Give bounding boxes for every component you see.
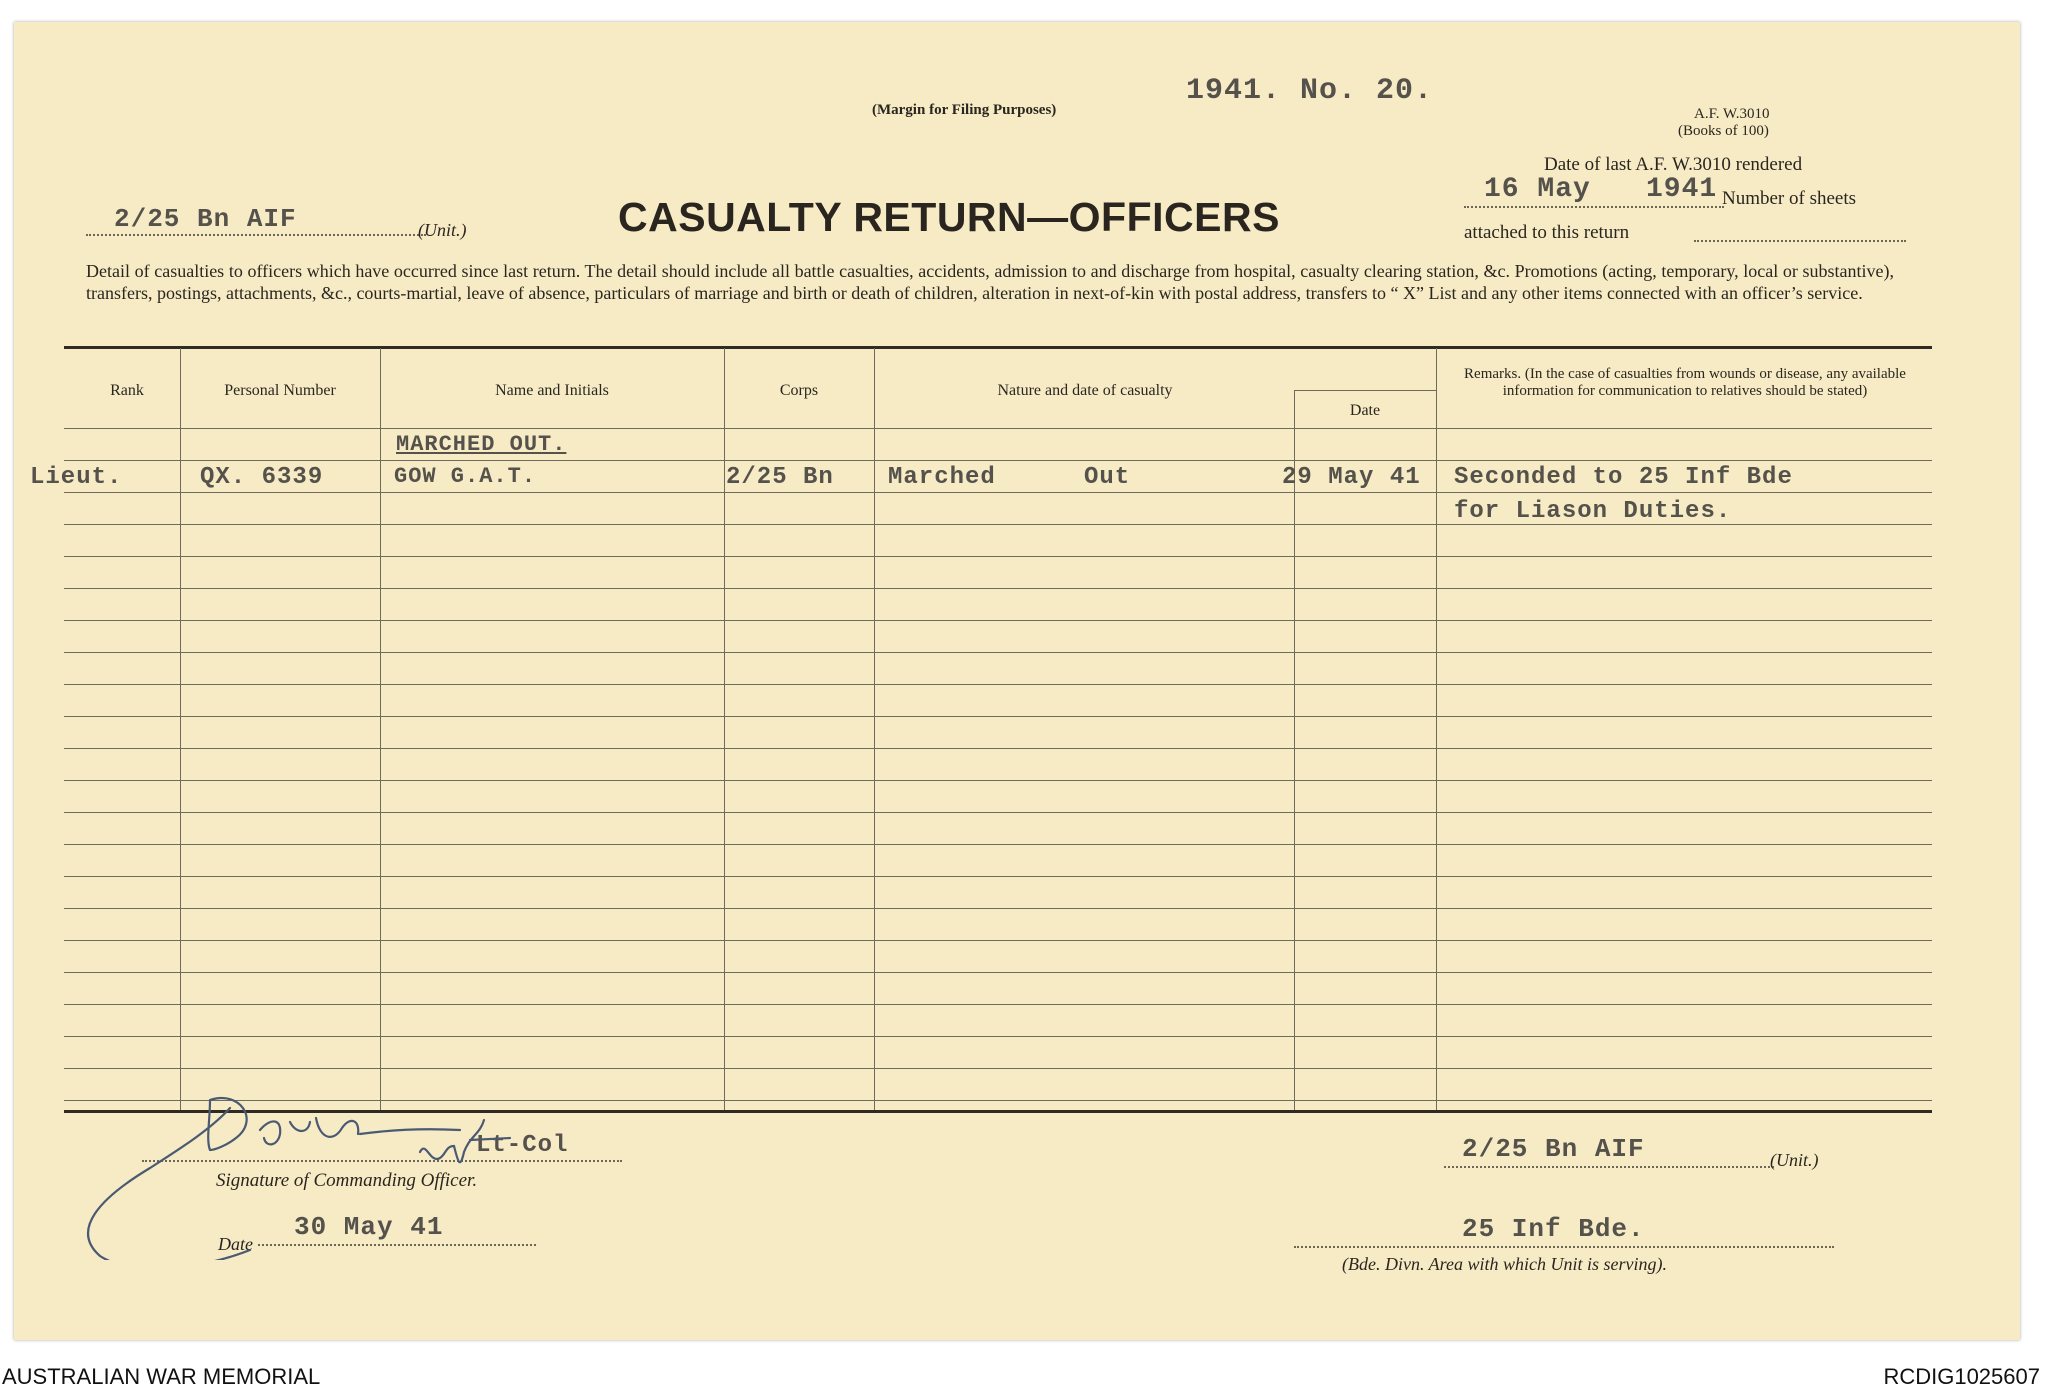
row-rule [64,972,1932,973]
last-rendered-line [1464,206,1724,208]
header-remarks: Remarks. (In the case of casualties from wounds or disease, any available information for communication to relatives should be stated) [1464,366,1906,399]
books-note: (Books of 100) [1678,123,1769,139]
cell-corps: 2/25 Bn [726,464,834,491]
unit-label: (Unit.) [418,220,467,240]
table-top-rule [64,346,1932,349]
col-divider [380,348,381,1110]
row-rule [64,908,1932,909]
cell-name: GOW G.A.T. [394,464,537,489]
col-divider [724,348,725,1110]
row-rule [64,620,1932,621]
row-rule [64,460,1932,461]
header-rank: Rank [110,382,144,399]
instructions: Detail of casualties to officers which have occurred since last return. The detail should include all battle casualties, accidents, admission to and discharge from hospital, casualty clearing station, &c. Promotions (acting, temporary, local or substantive), transfers, postings, attachments, &c., courts-martial, leave of absence, particulars of marriage and birth or death of children, alteration in next-of-kin with postal address, transfers to “ X” List and any other items connected with an officer’s service. [86,261,1894,303]
footer-unit-value: 2/25 Bn AIF [1462,1134,1645,1164]
cell-remarks-1: Seconded to 25 Inf Bde [1454,464,1793,491]
brigade-line [1294,1246,1834,1248]
sheets-label: Number of sheets [1722,188,1857,209]
row-rule [64,428,1932,429]
attached-label: attached to this return [1464,222,1630,243]
cell-nature-2: Out [1084,464,1131,491]
form-title: CASUALTY RETURN—OFFICERS [618,194,1280,240]
header-nature: Nature and date of casualty [997,382,1173,399]
last-rendered-label: Date of last A.F. W.3010 rendered [1544,154,1803,175]
row-rule [64,876,1932,877]
row-rule [64,652,1932,653]
col-divider [1294,390,1295,1110]
cell-date: 29 May 41 [1282,464,1421,491]
attached-line [1694,240,1906,242]
file-number: 1941. No. 20. [1186,74,1434,108]
signature-scribble [60,1060,580,1260]
col-divider [180,348,181,1110]
unit-value: 2/25 Bn AIF [114,204,297,234]
row-rule [64,1004,1932,1005]
last-rendered-year: 1941 [1646,174,1718,205]
header-date: Date [1349,402,1381,419]
date-label: Date [218,1234,253,1254]
brigade-value: 25 Inf Bde. [1462,1214,1645,1244]
form-code: A.F. W.3010 [1694,106,1770,122]
row-rule [64,844,1932,845]
brigade-label: (Bde. Divn. Area with which Unit is serving). [1342,1254,1667,1274]
row-rule [64,1036,1932,1037]
signature-date: 30 May 41 [294,1212,444,1242]
row-rule [64,780,1932,781]
row-rule [64,556,1932,557]
unit-line [86,234,426,236]
row-rule [64,716,1932,717]
cell-rank: Lieut. [30,464,123,491]
row-rule [64,812,1932,813]
cell-remarks-2: for Liason Duties. [1454,498,1732,525]
row-rule [64,748,1932,749]
signature-label: Signature of Commanding Officer. [216,1170,478,1191]
last-rendered-day: 16 May [1484,174,1591,205]
footer-unit-line [1444,1166,1774,1168]
header-corps: Corps [779,382,819,399]
date-subheader-rule [1294,390,1436,391]
row-rule [64,940,1932,941]
row-rule [64,588,1932,589]
cell-nature-1: Marched [888,464,996,491]
row-rule [64,684,1932,685]
archive-right-caption: RCDIG1025607 [1883,1364,2040,1389]
co-rank: Lt-Col [476,1132,569,1159]
filing-margin-note: (Margin for Filing Purposes) [872,102,1057,118]
archive-left-caption: AUSTRALIAN WAR MEMORIAL [2,1364,321,1389]
header-personal-number: Personal Number [224,382,336,399]
col-divider [874,348,875,1110]
col-divider [1436,348,1437,1110]
header-name: Name and Initials [495,382,609,399]
cell-personal-number: QX. 6339 [200,464,324,491]
footer-unit-label: (Unit.) [1770,1150,1819,1170]
row-rule [64,492,1932,493]
section-note: MARCHED OUT. [396,432,567,457]
